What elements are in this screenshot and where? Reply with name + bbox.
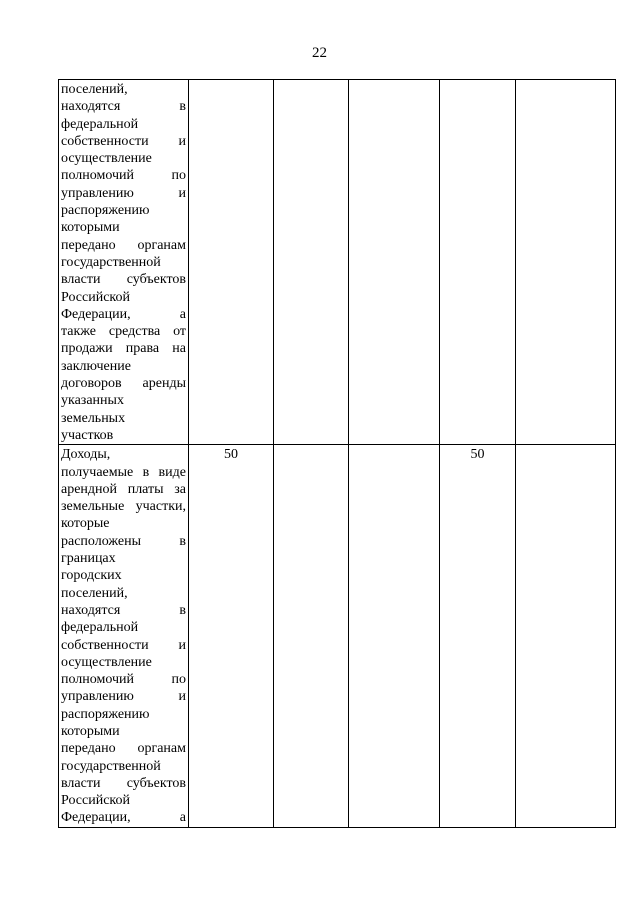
description-line: распоряжению <box>61 203 150 219</box>
value-cell: 50 <box>189 445 274 828</box>
description-line: власти субъектов <box>61 272 186 288</box>
table-row <box>59 80 616 445</box>
description-line: арендной платы за <box>61 481 186 497</box>
description-line: указанных <box>61 393 124 409</box>
description-line: полномочий по <box>61 168 186 184</box>
value-cell <box>189 80 274 445</box>
description-line: находятся в <box>61 99 186 115</box>
description-line: Российской <box>61 793 130 809</box>
description-line: поселений, <box>61 585 128 601</box>
description-line: Федерации, а <box>61 810 186 826</box>
description-line: участков <box>61 427 114 443</box>
value-cell <box>274 80 349 445</box>
page-number: 22 <box>312 45 327 61</box>
revenue-table <box>58 79 616 828</box>
description-line: расположены в <box>61 533 186 549</box>
value-cell <box>274 445 349 828</box>
description-line: управлению и <box>61 185 186 201</box>
description-line: управлению и <box>61 689 186 705</box>
description-line: заключение <box>61 358 131 374</box>
description-line: Доходы, <box>61 447 111 463</box>
description-line: договоров аренды <box>61 376 186 392</box>
value-cell <box>349 80 440 445</box>
value-cell <box>349 445 440 828</box>
description-line: государственной <box>61 758 161 774</box>
description-line: находятся в <box>61 602 186 618</box>
description-line: полномочий по <box>61 672 186 688</box>
description-line: власти субъектов <box>61 775 186 791</box>
value-cell <box>516 445 616 828</box>
description-line: границах <box>61 551 116 567</box>
table-row <box>59 445 616 828</box>
description-line: осуществление <box>61 654 152 670</box>
description-line: продажи права на <box>61 341 186 357</box>
description-line: Российской <box>61 289 130 305</box>
description-cell <box>59 80 189 445</box>
description-line: распоряжению <box>61 706 150 722</box>
description-cell <box>59 445 189 828</box>
description-line: собственности и <box>61 133 186 149</box>
value-cell: 50 <box>440 445 516 828</box>
description-line: получаемые в виде <box>61 464 186 480</box>
description-line: которыми <box>61 723 120 739</box>
description-line: также средства от <box>61 324 186 340</box>
description-line: передано органам <box>61 741 186 757</box>
description-line: Федерации, а <box>61 306 186 322</box>
value-cell <box>516 80 616 445</box>
description-line: которые <box>61 516 110 532</box>
description-line: земельных <box>61 410 126 426</box>
value-cell <box>440 80 516 445</box>
description-line: передано органам <box>61 237 186 253</box>
description-line: государственной <box>61 254 161 270</box>
description-line: земельные участки, <box>61 499 186 515</box>
description-line: поселений, <box>61 82 128 97</box>
description-line: собственности и <box>61 637 186 653</box>
description-line: городских <box>61 568 122 584</box>
description-line: федеральной <box>61 116 139 132</box>
description-line: федеральной <box>61 620 139 636</box>
description-line: осуществление <box>61 151 152 167</box>
description-line: которыми <box>61 220 120 236</box>
